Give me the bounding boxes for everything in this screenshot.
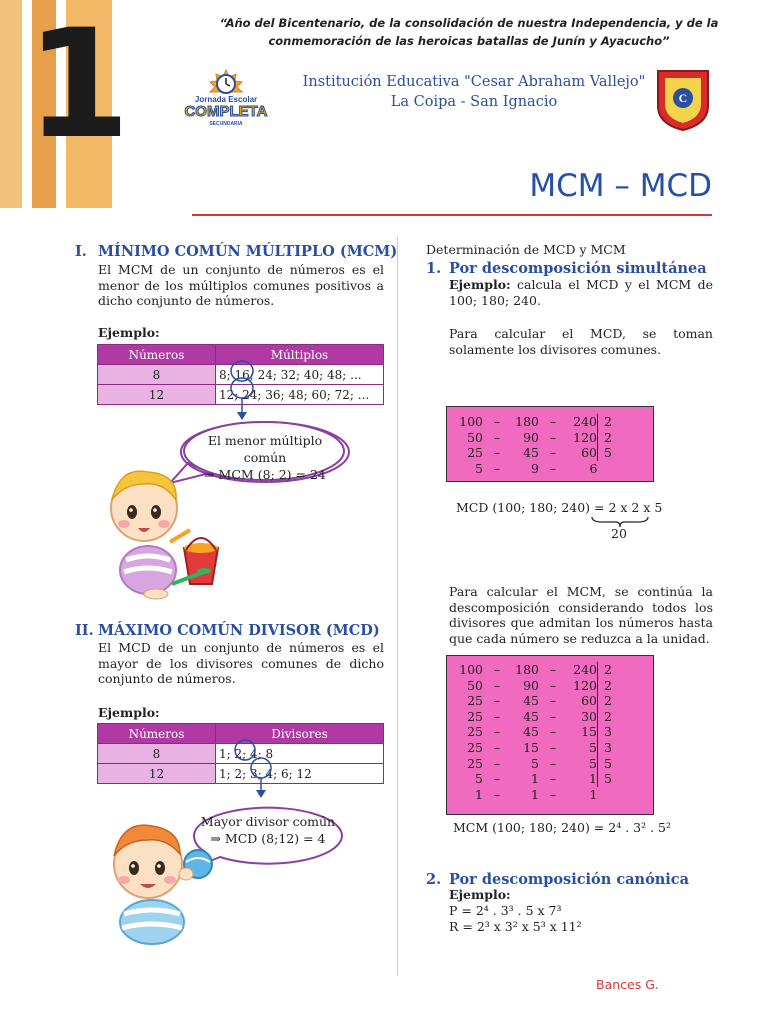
method2-heading: Por descomposición canónica [449,871,690,888]
mcd-decomposition-table [455,414,622,476]
table-cell-divisors: 1; 2; 3; 4; 6; 12 [216,764,384,784]
arrow-down-icon [237,412,247,420]
dividend-3: 240 [573,414,597,429]
decomposition-row [455,430,622,446]
mcd-result [456,500,662,516]
section1-heading-number: I. [75,243,87,260]
dividend-2: 45 [523,724,539,740]
dash-separator: – [549,429,557,445]
decomposition-row [455,461,622,477]
dividend-3: 60 [581,693,597,709]
dash-separator: – [549,445,557,461]
dividend-2: 180 [515,662,539,677]
dividend-3: 5 [589,755,597,771]
p-expression: P = 2⁴ . 3³ . 5 x 7³ [449,903,562,918]
table-header-multiples: Múltiplos [216,345,384,365]
dividend-1: 50 [467,429,483,445]
dash-separator: – [549,786,557,802]
dash-separator: – [493,739,501,755]
dash-separator: – [493,708,501,724]
baby-bucket-illustration [100,460,230,600]
highlight-circle-4a [235,740,255,760]
table-cell-multiples: 8; 16; 24; 32; 40; 48; ... [216,365,384,385]
divisor-factor: 3 [598,740,623,756]
dividend-2: 45 [523,708,539,724]
dividend-3: 30 [581,708,597,724]
jornada-escolar-logo [180,66,272,130]
mcm-decomposition-box [446,655,654,815]
section2-heading-number: II. [75,622,94,639]
section1-example-label: Ejemplo: [98,325,160,340]
dash-separator: – [549,708,557,724]
institution-line-2: La Coipa - San Ignacio [390,94,558,110]
mcd-result-value: 20 [611,526,627,541]
dividend-2: 90 [523,677,539,693]
divisor-factor: 5 [598,756,623,772]
dash-separator: – [493,414,501,429]
svg-text:Jornada Escolar: Jornada Escolar [194,95,258,104]
dividend-1: 25 [467,693,483,709]
dividend-1: 5 [475,460,483,476]
decomposition-row [455,756,622,772]
method1-example-text: calcula el MCD y el MCM de 100; 180; 240. [449,277,713,308]
dash-separator: – [549,662,557,677]
dividend-3: 60 [581,445,597,461]
table-cell-number: 8 [98,744,216,764]
divisor-factor: 5 [598,445,623,461]
divisor-factor: 2 [598,678,623,694]
section1-heading: MÍNIMO COMÚN MÚLTIPLO (MCM) [98,243,398,260]
dividend-1: 100 [459,662,483,677]
table-cell-number: 8 [98,365,216,385]
highlight-circle-4b [251,758,271,778]
divisor-factor: 2 [598,414,623,430]
dividend-1: 25 [467,724,483,740]
dividend-2: 90 [523,429,539,445]
mcd-bubble-line-1: Mayor divisor común [200,814,336,829]
dividend-2: 1 [531,786,539,802]
table-header-numbers: Números [98,345,216,365]
mcm-decomposition-table [455,662,622,802]
dividend-1: 25 [467,708,483,724]
dividend-2: 180 [515,414,539,429]
motto-text: “Año del Bicentenario, de la consolidación de nuestra Independencia, y de la conmemoración de las heroicas batallas de Junín y Ayacucho” [219,16,719,48]
dash-separator: – [549,755,557,771]
dash-separator: – [549,693,557,709]
method1-example-label: Ejemplo: [449,277,511,292]
divisor-factor [598,461,623,477]
dash-separator: – [493,662,501,677]
mcd-result-product: 2 x 2 x 5 [608,500,663,515]
mcd-bubble-line-2: ⇒ MCD (8;12) = 4 [210,831,326,846]
dividend-1: 50 [467,677,483,693]
table-header-numbers: Números [98,724,216,744]
decomposition-row [455,678,622,694]
dividend-2: 5 [531,755,539,771]
school-crest-icon [655,68,711,132]
table-cell-number: 12 [98,385,216,405]
mcd-decomposition-box [446,406,654,482]
method2-example-label: Ejemplo: [449,887,511,902]
page-title: MCM – MCD [529,168,712,204]
institution-name [296,72,652,112]
mcd-explanation: Para calcular el MCD, se toman solamente los divisores comunes. [449,326,713,357]
dividend-3: 15 [581,724,597,740]
divisor-factor: 2 [598,430,623,446]
dash-separator: – [493,771,501,787]
dividend-1: 5 [475,771,483,787]
baby-ball-illustration [100,818,230,948]
section2-heading: MÁXIMO COMÚN DIVISOR (MCD) [98,622,380,639]
r-expression: R = 2³ x 3² x 5³ x 11² [449,919,582,934]
table-cell-multiples: 12; 24; 36; 48; 60; 72; ... [216,385,384,405]
dash-separator: – [549,460,557,476]
divisor-factor [598,787,623,803]
dividend-1: 1 [475,786,483,802]
table-cell-divisors: 1; 2; 4; 8 [216,744,384,764]
decomposition-row [455,662,622,678]
svg-text:SECUNDARIA: SECUNDARIA [209,121,243,127]
dash-separator: – [493,786,501,802]
dividend-2: 45 [523,445,539,461]
dividend-2: 1 [531,771,539,787]
mcm-result: MCM (100; 180; 240) = 2⁴ . 3² . 5² [453,820,671,835]
mcm-bubble-line-1: El menor múltiplo [207,433,323,448]
section2-text: El MCD de un conjunto de números es el mayor de los divisores comunes de dicho conjunto de números. [98,640,384,686]
dividend-3: 1 [589,771,597,787]
dividend-2: 45 [523,693,539,709]
dividend-1: 25 [467,755,483,771]
dash-separator: – [549,739,557,755]
dash-separator: – [549,724,557,740]
institution-line-1: Institución Educativa "Cesar Abraham Vallejo" [302,74,646,90]
dividend-1: 25 [467,739,483,755]
decomposition-row [455,414,622,430]
svg-text:COMPLETA: COMPLETA [184,103,268,120]
dividend-3: 1 [589,786,598,802]
dividend-2: 15 [523,739,539,755]
dash-separator: – [493,724,501,740]
section1-text: El MCM de un conjunto de números es el menor de los múltiplos comunes positivos a dicho conjunto de números. [98,262,384,308]
dividend-1: 100 [459,414,483,429]
decomposition-row [455,787,622,803]
decomposition-row [455,693,622,709]
unit-number: 1 [26,0,131,172]
mcm-bubble-line-2: común [243,450,287,465]
dividend-1: 25 [467,445,483,461]
dash-separator: – [549,771,557,787]
dash-separator: – [493,677,501,693]
decomposition-row [455,771,622,787]
mcd-result-prefix: MCD (100; 180; 240) = [456,500,609,515]
dividend-3: 240 [573,662,597,677]
divisor-factor: 2 [598,693,623,709]
decomposition-row [455,445,622,461]
decomposition-row [455,740,622,756]
dividend-3: 5 [589,739,597,755]
divisor-factor: 2 [598,709,623,725]
dividend-2: 9 [531,460,539,476]
dash-separator: – [493,445,501,461]
method2-number: 2. [426,871,442,888]
decomposition-row [455,724,622,740]
dash-separator: – [493,755,501,771]
divisor-factor: 5 [598,771,623,787]
dash-separator: – [549,414,557,429]
dash-separator: – [549,677,557,693]
dash-separator: – [493,429,501,445]
divisor-factor: 2 [598,662,623,678]
svg-text:C: C [678,91,688,105]
divisor-factor: 3 [598,724,623,740]
dividend-3: 120 [573,429,597,445]
decomposition-row [455,709,622,725]
table-header-divisors: Divisores [216,724,384,744]
author-credit: Bances G. [596,977,659,992]
dash-separator: – [493,693,501,709]
method1-heading: Por descomposición simultánea [449,260,707,277]
mcm-bubble-line-3: ⇒ MCM (8; 2) = 24 [204,467,326,482]
dividend-3: 120 [573,677,597,693]
intro-text: Determinación de MCD y MCM [426,242,626,257]
column-divider [397,236,398,976]
mcm-explanation: Para calcular el MCM, se continúa la descomposición considerando todos los divisores que admitan los números hasta que cada número se reduzca a la unidad. [449,584,713,646]
title-underline [192,214,712,216]
method1-example [449,277,713,308]
table-cell-number: 12 [98,764,216,784]
dividend-3: 6 [589,460,598,476]
section2-example-label: Ejemplo: [98,705,160,720]
dash-separator: – [493,460,501,476]
method1-number: 1. [426,260,442,277]
